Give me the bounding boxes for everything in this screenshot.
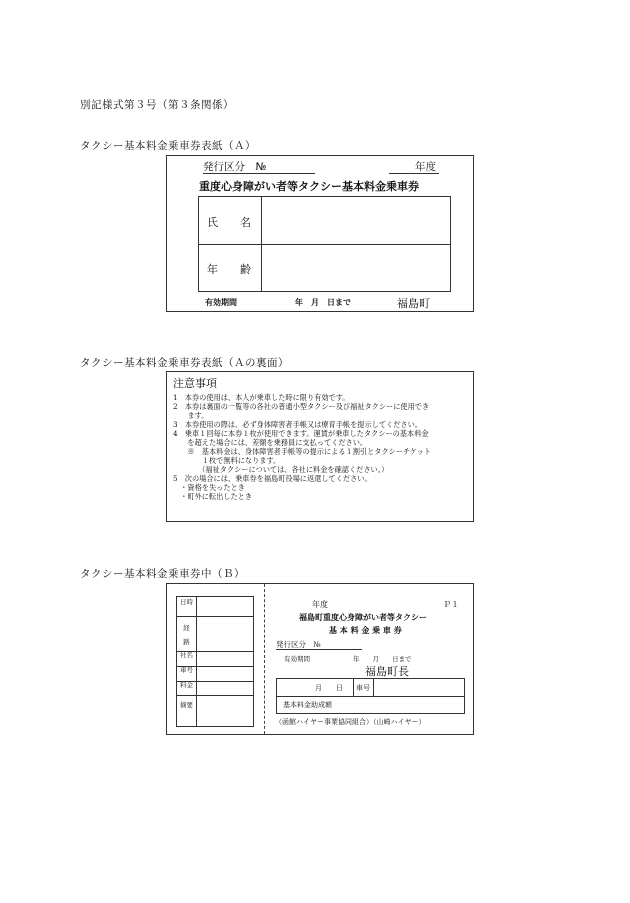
stub-row-divider [177, 695, 253, 696]
subsidy-label: 基本料金助成額 [283, 701, 332, 709]
cover-a-back-heading: タクシー基本料金乗車券表紙（Ａの裏面） [80, 357, 289, 369]
stub-row-divider [177, 616, 253, 617]
car-number-label: 車号 [356, 684, 370, 692]
stub-label-car-no: 車号 [180, 666, 193, 674]
note-line: 4 乗車１回毎に本券１枚が使用できます。運賃が乗車したタクシーの基本料金 [173, 429, 429, 438]
validity-label: 有効期間 [205, 298, 237, 307]
stub-label-remarks: 摘要 [180, 701, 193, 709]
note-line: を超えた場合には、差額を乗務員に支払ってください。 [173, 438, 368, 447]
stub-label-route: 経 路 [183, 624, 203, 646]
association-note: （函館ハイヤー事業協同組合）（山崎ハイヤー） [275, 718, 426, 726]
stub-label-company: 社名 [180, 651, 193, 659]
note-line: 5 次の場合には、乗車券を福島町役場に返還してください。 [173, 474, 372, 483]
stub-label-fare: 料金 [180, 681, 193, 689]
form-title: 別記様式第３号（第３条関係） [80, 99, 234, 111]
cover-a-heading: タクシー基本料金乗車券表紙（Ａ） [80, 140, 256, 152]
ticket-title-line2: 基 本 料 金 乗 車 券 [329, 626, 402, 635]
fare-col-divider [353, 679, 354, 696]
note-line: ・資格を失ったとき [173, 483, 245, 492]
fare-row-divider [277, 696, 464, 697]
ticket-validity-label: 有効期間 [284, 655, 310, 663]
age-label: 年 齢 [207, 263, 251, 276]
fare-col-divider [373, 679, 374, 696]
note-line: ます。 [173, 411, 209, 420]
issue-category-underline [203, 173, 315, 174]
stub-table [176, 596, 254, 727]
ticket-fare-table [276, 678, 465, 714]
stub-label-datetime: 日時 [180, 598, 193, 606]
ticket-issuer: 福島町長 [365, 665, 409, 678]
holder-info-table [198, 196, 451, 292]
cover-a-card [166, 155, 474, 312]
note-line: ※ 基本料金は、身体障害者手帳等の提示による１割引とタクシーチケット [173, 447, 432, 456]
page-number: Ｐ１ [443, 600, 459, 609]
fiscal-year-underline [389, 173, 439, 174]
ticket-title-line1: 福島町重度心身障がい者等タクシー [299, 613, 427, 622]
ticket-fiscal-year: 年度 [312, 600, 328, 609]
note-line: １枚で無料になります。 [173, 456, 281, 465]
validity-date: 年 月 日まで [295, 298, 351, 307]
issue-category: 発行区分 № [203, 161, 267, 173]
ticket-issue-underline [276, 649, 362, 650]
perforation-line [264, 584, 265, 734]
note-line: ・町外に転出したとき [173, 492, 253, 501]
ticket-b-heading: タクシー基本料金乗車券中（Ｂ） [80, 568, 245, 580]
note-line: 1 本券の使用は、本人が乗車した時に限り有効です。 [173, 393, 350, 402]
notes-title: 注意事項 [173, 377, 217, 390]
ticket-b-card [166, 583, 474, 735]
table-row-divider [199, 244, 450, 245]
ticket-validity-date: 年 月 日まで [353, 655, 412, 663]
ticket-issue-category: 発行区分 № [276, 640, 321, 649]
fiscal-year: 年度 [415, 161, 436, 173]
note-line: 2 本券は裏面の一覧等の各社の普通小型タクシー及び福祉タクシーに使用でき [173, 402, 430, 411]
note-line: （福祉タクシーについては、各社に料金を確認ください。） [173, 465, 389, 474]
note-line: 3 本券使用の際は、必ず身体障害者手帳又は療育手帳を提示してください。 [173, 420, 422, 429]
month-day-label: 月 日 [315, 684, 343, 692]
name-label: 氏 名 [207, 216, 251, 229]
ticket-title: 重度心身障がい者等タクシー基本料金乗車券 [199, 180, 419, 193]
notes-card [166, 371, 474, 522]
town-name: 福島町 [397, 297, 430, 310]
